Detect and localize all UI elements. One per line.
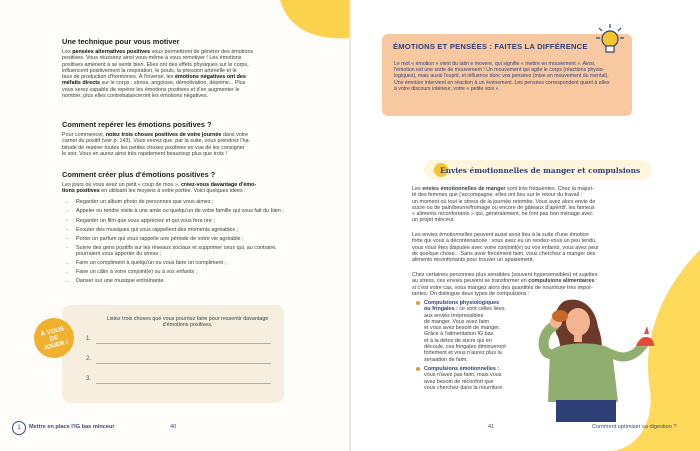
arrow-bullet-icon: → bbox=[64, 268, 70, 275]
yellow-blob-decoration bbox=[270, 0, 350, 55]
text-line: aux envies irrépressibles bbox=[424, 312, 484, 319]
lightbulb-icon bbox=[596, 24, 624, 56]
idea-list-item: → Regarder un film que vous appréciez et qui vous fera rire ; bbox=[64, 217, 215, 224]
a-vous-de-jouer-badge: À VOUS DE JOUER ! bbox=[30, 314, 78, 362]
text-line: et vous avez besoin de manger. bbox=[424, 325, 501, 332]
text-line: bitude de repérer toutes les petites choses positives en vue de les consigner bbox=[62, 144, 245, 151]
exercise-line-1[interactable] bbox=[96, 343, 271, 344]
idea-list-item: → Faire un compliment à quelqu'un ou vous faire un compliment ; bbox=[64, 259, 226, 267]
text-line: ou fringales : ce sont celles liées bbox=[424, 306, 505, 313]
text-line: forte qui vous a décontenancée : vous avez eu un rendez-vous un peu tendu, bbox=[412, 238, 597, 245]
text-line: Grâce à l'alimentation IG bas bbox=[424, 331, 494, 338]
paragraph-motivation bbox=[62, 49, 294, 99]
text-line: si c'est votre cas, vous mangez alors des quantités de nourriture très impor- bbox=[412, 284, 593, 291]
text-line: Compulsions émotionnelles : bbox=[416, 366, 528, 372]
text-line: sensation de faim. bbox=[424, 356, 468, 363]
arrow-bullet-icon: → bbox=[64, 226, 70, 233]
text-line: le soir. Vous en aurez ainsi très rapidement beaucoup plus que trois ! bbox=[62, 150, 227, 157]
callout-line: Une émotion intervient en réaction à un événement. Les pensées correspondent quant à elles bbox=[394, 79, 610, 86]
orange-bullet-dot-icon bbox=[416, 367, 420, 371]
chapter-title: Mettre en place l'IG bas minceur bbox=[29, 424, 115, 430]
idea-list-item: → Porter un parfum qui vous rappelle une période de votre vie agréable ; bbox=[64, 235, 244, 242]
exercise-line-2[interactable] bbox=[96, 363, 271, 364]
text-line: Les jours où vous avez un petit « coup de mou », créez-vous davantage d'émo- bbox=[62, 182, 257, 188]
text-line: un moment où tout le stress de la journée retombe. Vous avez alors envie de bbox=[412, 198, 596, 205]
arrow-bullet-icon: → bbox=[64, 199, 70, 205]
text-line: Chez certaines personnes plus sensibles (souvent hypersensibles) et sujettes bbox=[412, 272, 598, 278]
idea-list-item: → Danser sur une musique entraînante. bbox=[64, 278, 165, 285]
idea-list-item: → Faire un câlin à votre conjoint(e) ou à vos enfants ; bbox=[64, 268, 198, 276]
text-line: vous n'avez pas faim, mais vous bbox=[424, 372, 502, 379]
exercise-instruction: Listez trois choses que vous pourriez faire pour ressentir davantage d'émotions positives. bbox=[106, 316, 269, 329]
running-title: Comment optimiser sa digestion ? bbox=[592, 424, 677, 430]
arrow-bullet-icon: → bbox=[64, 259, 70, 266]
callout-text bbox=[394, 61, 622, 92]
text-line: fortement et vous n'aurez plus la bbox=[424, 350, 502, 357]
callout-line: logiques), mais aussi l'esprit, et influence donc vos pensées (mise en mouvement du mental). bbox=[394, 73, 609, 80]
text-line: nombre, plus elles contrebalanceront les émotions négatives. bbox=[62, 93, 209, 100]
text-line: Les envies émotionnelles de manger sont très fréquentes. Chez la majori- bbox=[412, 186, 594, 192]
arrow-bullet-icon: → bbox=[64, 235, 70, 242]
text-line: découle, ces fringales diminueront bbox=[424, 344, 506, 351]
callout-title: ÉMOTIONS ET PENSÉES : FAITES LA DIFFÉRENCE bbox=[393, 42, 588, 51]
idea-list-item: → Appeler ou rendre visite à une amie ou quelqu'un de votre famille qui vous fait du bien ; bbox=[64, 208, 284, 215]
arrow-bullet-icon: → bbox=[64, 278, 70, 285]
exercise-item-2: 2. bbox=[86, 356, 92, 362]
text-line: taux de production d'hormones. À l'inverse, les émotions négatives ont des bbox=[62, 74, 246, 81]
section-heading-creer: Comment créer plus d'émotions positives ? bbox=[62, 170, 216, 179]
text-line: vous vous êtes disputée avec votre conjoint(e) ou vos enfants, vous avez peur bbox=[412, 244, 599, 251]
text-line: un projet minceur. bbox=[412, 217, 455, 224]
text-line: et à la détox de sucre qui en bbox=[424, 337, 492, 344]
callout-line: à votre discours intérieur, votre « petite voix ». bbox=[394, 85, 500, 92]
idea-list-item: → Suivre des gens positifs sur les réseaux sociaux et supprimer ceux qui, au contraire, pourraient vous apporter du stress ; bbox=[64, 244, 277, 258]
page-number-right: 41 bbox=[488, 424, 495, 430]
idea-list-item: → Regarder un album photo de personnes que vous aimez ; bbox=[64, 199, 214, 206]
text-line: carnet du positif (voir p. 143). Vous verrez que, par la suite, vous prendrez l'ha- bbox=[62, 138, 251, 145]
text-line: méfaits directs sur le corps : stress, angoisse, démotivation, déprime... Plus bbox=[62, 80, 246, 87]
text-line: tions positives en utilisant les moyens à votre portée. Voici quelques idées : bbox=[62, 188, 246, 195]
text-line: vous cherchez dans la nourriture. bbox=[424, 384, 504, 391]
ideas-list bbox=[64, 198, 284, 286]
exercise-item-1: 1. bbox=[86, 336, 92, 342]
callout-line: Le mot « émotion » vient du latin e movere, qui signifie « mettre en mouvement ». Ainsi, bbox=[394, 61, 596, 67]
exercise-line-3[interactable] bbox=[96, 383, 271, 384]
text-line: « aliments réconfortants » qui, généralement, ne font pas bon ménage avec bbox=[412, 211, 593, 218]
text-line: positives amènent à se sentir bien. Elles ont des effets physiques sur le corps, bbox=[62, 61, 249, 68]
paragraph-envies-2 bbox=[412, 232, 652, 263]
idea-list-item: → Écouter des musiques qui vous rappellent des moments agréables ; bbox=[64, 226, 239, 233]
page-gutter bbox=[349, 0, 351, 451]
text-line: sucre ou de pain/beurre/fromage ou encore de gâteaux d'apéritif, les fameux bbox=[412, 204, 595, 211]
text-line: influencent positivement la respiration, le pouls, la pression artérielle et le bbox=[62, 67, 237, 74]
text-line: de quelque chose... Sans avoir forcément faim, vous cherchez à manger des bbox=[412, 250, 596, 257]
orange-bullet-dot-icon bbox=[416, 301, 420, 305]
text-line: vous serez capable de repérer les émotions positives et d'en augmenter le bbox=[62, 86, 240, 93]
section-heading-reperer: Comment repérer les émotions positives ? bbox=[62, 120, 212, 129]
text-line: tantes. On distingue deux types de compulsions : bbox=[412, 290, 530, 297]
text-line: Compulsions physiologiques bbox=[416, 300, 528, 306]
exercise-item-3: 3. bbox=[86, 376, 92, 382]
text-line: Les envies émotionnelles peuvent aussi avoir lieu à la suite d'une émotion bbox=[412, 232, 589, 238]
section-heading-envies: Envies émotionnelles de manger et compulsions bbox=[440, 166, 641, 175]
page-number-left: 40 bbox=[170, 424, 177, 430]
arrow-bullet-icon: → bbox=[64, 208, 70, 215]
text-line: té des femmes que j'accompagne, elles ont lieu sur le retour du travail ; bbox=[412, 192, 583, 199]
chapter-number-circle: 1 bbox=[12, 421, 26, 435]
text-line: Pour commencer, notez trois choses positives de votre journée dans votre bbox=[62, 132, 249, 138]
arrow-bullet-icon: → bbox=[64, 217, 70, 224]
text-line: de manger. Vous avez faim bbox=[424, 318, 490, 325]
text-line: aliments réconfortants pour trouver un apaisement. bbox=[412, 257, 534, 264]
arrow-bullet-icon: → bbox=[64, 244, 70, 251]
woman-eating-illustration bbox=[528, 282, 658, 422]
compulsion-type-1 bbox=[416, 300, 528, 363]
paragraph-reperer bbox=[62, 132, 294, 157]
section-heading-motivation: Une technique pour vous motiver bbox=[62, 37, 180, 46]
text-line: positives. Vous réussirez ainsi vous-même à vous remotiver ! Les émotions bbox=[62, 55, 242, 62]
text-line: au stress, ces envies peuvent se transformer en compulsions alimentaires : bbox=[412, 278, 598, 285]
callout-line: l'émotion est une sorte de mouvement ! Un mouvement qui agite le corps (réactions physio- bbox=[394, 67, 605, 74]
compulsion-type-2 bbox=[416, 366, 528, 391]
paragraph-envies-1 bbox=[412, 186, 652, 224]
text-line: avez besoin de réconfort que bbox=[424, 378, 494, 385]
paragraph-creer bbox=[62, 182, 294, 195]
text-line: Les pensées alternatives positives vous permettront de générer des émotions bbox=[62, 49, 254, 55]
